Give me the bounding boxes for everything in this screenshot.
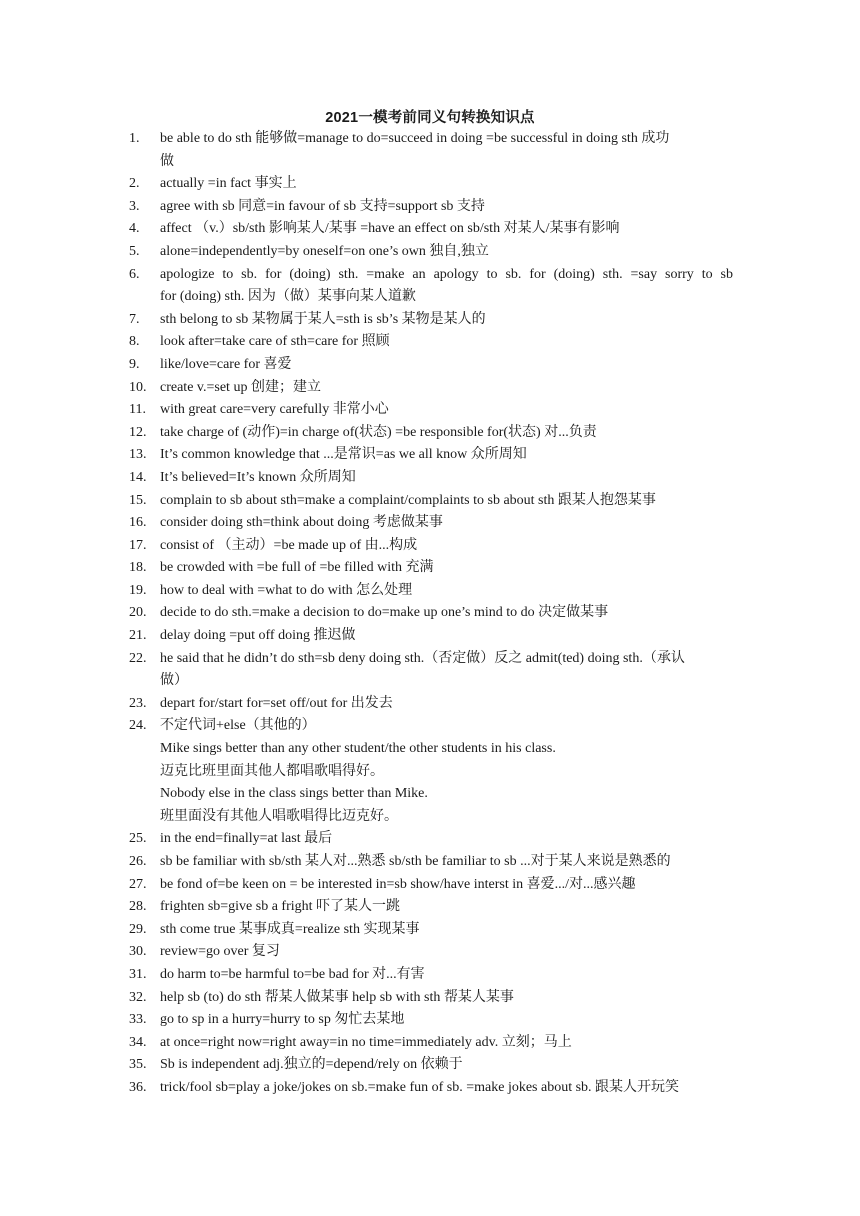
item-number: 16. — [129, 515, 147, 531]
item-content — [160, 173, 733, 196]
synonym-list — [0, 128, 860, 1100]
item-number: 7. — [129, 311, 140, 327]
item-content — [160, 715, 733, 828]
list-item — [0, 309, 860, 332]
item-text-line: decide to do sth.=make a decision to do=make up one’s mind to do 决定做某事 — [160, 605, 609, 621]
item-content — [160, 828, 733, 851]
list-item — [0, 218, 860, 241]
item-number: 12. — [129, 424, 147, 440]
item-text-line: like/love=care for 喜爱 — [160, 356, 292, 372]
item-number: 35. — [129, 1057, 147, 1073]
item-text-line: 班里面没有其他人唱歌唱得比迈克好。 — [160, 808, 398, 824]
item-content — [160, 422, 733, 445]
list-item — [0, 173, 860, 196]
item-text-line: create v.=set up 创建；建立 — [160, 379, 321, 395]
item-content — [160, 264, 733, 309]
item-text-line: sth come true 某事成真=realize sth 实现某事 — [160, 921, 420, 937]
item-content — [160, 874, 733, 897]
item-content — [160, 625, 733, 648]
item-content — [160, 354, 733, 377]
item-number: 25. — [129, 831, 147, 847]
list-item — [0, 557, 860, 580]
list-item — [0, 241, 860, 264]
item-content — [160, 535, 733, 558]
item-text-line: be fond of=be keen on = be interested in=sb show/have interst in 喜爱.../对...感兴趣 — [160, 876, 636, 892]
item-text-line: Mike sings better than any other student/the other students in his class. — [160, 741, 556, 757]
list-item — [0, 490, 860, 513]
item-number: 21. — [129, 628, 147, 644]
item-number: 2. — [129, 176, 140, 192]
item-content — [160, 693, 733, 716]
list-item — [0, 399, 860, 422]
item-content — [160, 941, 733, 964]
list-item — [0, 648, 860, 693]
item-content — [160, 648, 733, 693]
list-item — [0, 941, 860, 964]
list-item — [0, 1077, 860, 1100]
list-item — [0, 602, 860, 625]
item-content — [160, 399, 733, 422]
item-number: 31. — [129, 966, 147, 982]
item-text-line: take charge of (动作)=in charge of(状态) =be responsible for(状态) 对...负责 — [160, 424, 597, 440]
item-content — [160, 444, 733, 467]
item-text-line: for (doing) sth. 因为（做）某事向某人道歉 — [160, 289, 416, 305]
item-number: 1. — [129, 131, 140, 146]
item-number: 14. — [129, 469, 147, 485]
item-text-line: affect （v.）sb/sth 影响某人/某事 =have an effect on sb/sth 对某人/某事有影响 — [160, 221, 620, 237]
item-text-line: It’s common knowledge that ...是常识=as we all know 众所周知 — [160, 447, 527, 463]
item-text-line: consider doing sth=think about doing 考虑做某事 — [160, 515, 443, 531]
list-item — [0, 851, 860, 874]
item-content — [160, 377, 733, 400]
item-number: 17. — [129, 537, 147, 553]
item-text-line: with great care=very carefully 非常小心 — [160, 402, 389, 418]
list-item — [0, 625, 860, 648]
item-text-line: help sb (to) do sth 帮某人做某事 help sb with sth 帮某人某事 — [160, 989, 514, 1005]
item-number: 22. — [129, 650, 147, 666]
item-number: 32. — [129, 989, 147, 1005]
list-item — [0, 1009, 860, 1032]
item-number: 3. — [129, 198, 140, 214]
item-text-line: sth belong to sb 某物属于某人=sth is sb’s 某物是某人的 — [160, 311, 486, 327]
item-content — [160, 331, 733, 354]
list-item — [0, 874, 860, 897]
list-item — [0, 535, 860, 558]
item-text-line: trick/fool sb=play a joke/jokes on sb.=make fun of sb. =make jokes about sb. 跟某人开玩笑 — [160, 1079, 680, 1095]
item-number: 23. — [129, 695, 147, 711]
item-content — [160, 851, 733, 874]
item-content — [160, 512, 733, 535]
list-item — [0, 896, 860, 919]
list-item — [0, 331, 860, 354]
list-item — [0, 422, 860, 445]
list-item — [0, 1032, 860, 1055]
item-text-line: consist of （主动）=be made up of 由...构成 — [160, 537, 418, 553]
item-number: 20. — [129, 605, 147, 621]
item-text-line: apologize to sb. for (doing) sth. =make an apology to sb. for (doing) sth. =say sorry to sb — [160, 266, 733, 282]
item-number: 29. — [129, 921, 147, 937]
item-text-line: delay doing =put off doing 推迟做 — [160, 628, 356, 644]
item-content — [160, 557, 733, 580]
list-item — [0, 128, 860, 173]
item-number: 19. — [129, 582, 147, 598]
item-content — [160, 602, 733, 625]
item-text-line: be able to do sth 能够做=manage to do=succeed in doing =be successful in doing sth 成功 — [160, 131, 670, 146]
item-number: 10. — [129, 379, 147, 395]
item-text-line: sb be familiar with sb/sth 某人对...熟悉 sb/sth be familiar to sb ...对于某人来说是熟悉的 — [160, 854, 671, 869]
item-number: 28. — [129, 899, 147, 915]
item-content — [160, 1009, 733, 1032]
item-text-line: depart for/start for=set off/out for 出发去 — [160, 695, 393, 711]
item-text-line: do harm to=be harmful to=be bad for 对...有害 — [160, 966, 425, 982]
item-text-line: how to deal with =what to do with 怎么处理 — [160, 582, 413, 598]
item-content — [160, 467, 733, 490]
item-text-line: 做 — [160, 153, 174, 169]
item-number: 8. — [129, 334, 140, 350]
list-item — [0, 444, 860, 467]
item-text-line: 迈克比班里面其他人都唱歌唱得好。 — [160, 763, 384, 779]
item-text-line: he said that he didn’t do sth=sb deny doing sth.（否定做）反之 admit(ted) doing sth.（承认 — [160, 650, 685, 666]
item-text-line: 不定代词+else（其他的） — [160, 718, 316, 734]
item-text-line: look after=take care of sth=care for 照顾 — [160, 334, 390, 350]
item-number: 4. — [129, 221, 140, 237]
list-item — [0, 964, 860, 987]
item-number: 26. — [129, 854, 147, 869]
item-number: 27. — [129, 876, 147, 892]
item-text-line: frighten sb=give sb a fright 吓了某人一跳 — [160, 899, 401, 915]
item-text-line: Sb is independent adj.独立的=depend/rely on 依赖于 — [160, 1057, 463, 1073]
item-number: 9. — [129, 356, 140, 372]
item-content — [160, 128, 733, 173]
list-item — [0, 467, 860, 490]
item-content — [160, 241, 733, 264]
item-number: 15. — [129, 492, 147, 508]
item-number: 36. — [129, 1079, 147, 1095]
page-title: 2021一模考前同义句转换知识点 — [325, 110, 535, 126]
item-number: 24. — [129, 718, 147, 734]
item-number: 13. — [129, 447, 147, 463]
item-content — [160, 490, 733, 513]
item-number: 18. — [129, 560, 147, 576]
list-item — [0, 264, 860, 309]
list-item — [0, 1054, 860, 1077]
item-number: 30. — [129, 944, 147, 960]
list-item — [0, 693, 860, 716]
item-text-line: review=go over 复习 — [160, 944, 280, 960]
item-content — [160, 309, 733, 332]
item-text-line: go to sp in a hurry=hurry to sp 匆忙去某地 — [160, 1012, 405, 1028]
item-text-line: 做） — [160, 673, 188, 689]
item-text-line: agree with sb 同意=in favour of sb 支持=support sb 支持 — [160, 198, 485, 214]
item-content — [160, 896, 733, 919]
list-item — [0, 715, 860, 828]
list-item — [0, 828, 860, 851]
item-number: 5. — [129, 243, 140, 259]
item-text-line: Nobody else in the class sings better than Mike. — [160, 786, 428, 802]
list-item — [0, 919, 860, 942]
list-item — [0, 987, 860, 1010]
item-content — [160, 1077, 733, 1100]
list-item — [0, 580, 860, 603]
item-content — [160, 964, 733, 987]
item-content — [160, 919, 733, 942]
item-text-line: in the end=finally=at last 最后 — [160, 831, 333, 847]
item-content — [160, 196, 733, 219]
item-text-line: actually =in fact 事实上 — [160, 176, 297, 192]
item-number: 11. — [129, 402, 146, 418]
item-number: 6. — [129, 266, 140, 282]
item-text-line: at once=right now=right away=in no time=immediately adv. 立刻；马上 — [160, 1034, 572, 1050]
item-content — [160, 987, 733, 1010]
item-text-line: complain to sb about sth=make a complaint/complaints to sb about sth 跟某人抱怨某事 — [160, 492, 656, 508]
item-content — [160, 1032, 733, 1055]
item-text-line: It’s believed=It’s known 众所周知 — [160, 469, 356, 485]
list-item — [0, 196, 860, 219]
item-content — [160, 580, 733, 603]
item-number: 34. — [129, 1034, 147, 1050]
item-text-line: be crowded with =be full of =be filled with 充满 — [160, 560, 434, 576]
item-content — [160, 218, 733, 241]
list-item — [0, 377, 860, 400]
list-item — [0, 354, 860, 377]
item-content — [160, 1054, 733, 1077]
item-number: 33. — [129, 1012, 147, 1028]
item-text-line: alone=independently=by oneself=on one’s own 独自,独立 — [160, 243, 489, 259]
list-item — [0, 512, 860, 535]
